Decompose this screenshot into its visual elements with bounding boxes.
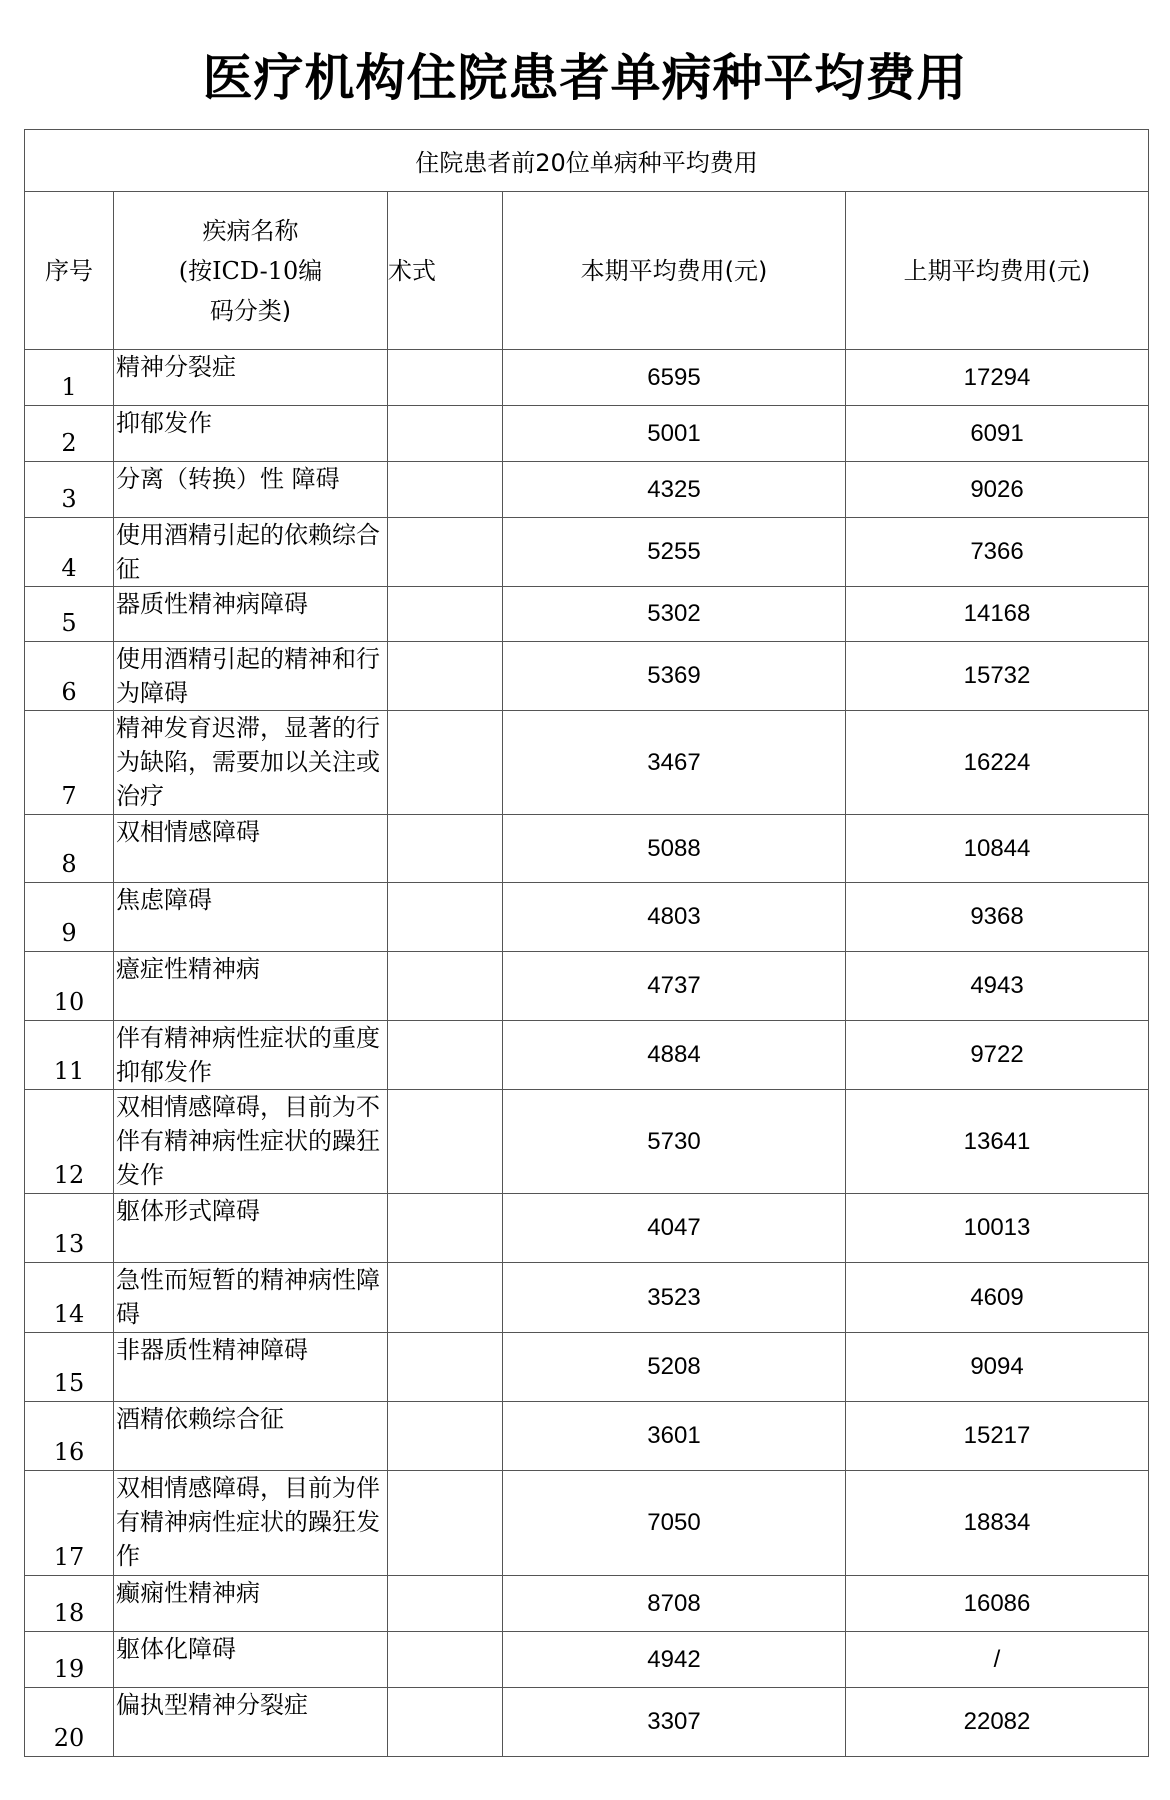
row-disease-name: 使用酒精引起的精神和行为障碍 xyxy=(114,642,388,711)
row-index: 7 xyxy=(25,711,114,815)
row-disease-name: 焦虑障碍 xyxy=(114,883,388,952)
row-disease-name: 分离（转换）性 障碍 xyxy=(114,462,388,518)
row-current-cost: 5088 xyxy=(503,815,846,883)
table-row xyxy=(25,952,1149,1021)
row-current-cost: 4325 xyxy=(503,462,846,518)
row-current-cost: 3523 xyxy=(503,1263,846,1333)
row-current-cost: 3467 xyxy=(503,711,846,815)
row-operation xyxy=(388,711,503,815)
row-previous-cost: 22082 xyxy=(846,1688,1149,1757)
table-row xyxy=(25,1090,1149,1194)
table-row xyxy=(25,1333,1149,1402)
row-disease-name: 酒精依赖综合征 xyxy=(114,1402,388,1471)
row-current-cost: 4803 xyxy=(503,883,846,952)
row-index: 6 xyxy=(25,642,114,711)
row-operation xyxy=(388,1021,503,1090)
row-disease-name: 癫痫性精神病 xyxy=(114,1576,388,1632)
row-current-cost: 4737 xyxy=(503,952,846,1021)
row-index: 12 xyxy=(25,1090,114,1194)
row-index: 3 xyxy=(25,462,114,518)
row-operation xyxy=(388,1471,503,1576)
row-current-cost: 4047 xyxy=(503,1194,846,1263)
row-previous-cost: 15217 xyxy=(846,1402,1149,1471)
row-index: 11 xyxy=(25,1021,114,1090)
table-row xyxy=(25,462,1149,518)
row-current-cost: 5730 xyxy=(503,1090,846,1194)
row-previous-cost: 4609 xyxy=(846,1263,1149,1333)
row-operation xyxy=(388,1632,503,1688)
row-operation xyxy=(388,406,503,462)
table-row xyxy=(25,1471,1149,1576)
row-previous-cost: 9368 xyxy=(846,883,1149,952)
row-operation xyxy=(388,1263,503,1333)
row-previous-cost: 10844 xyxy=(846,815,1149,883)
row-operation xyxy=(388,1333,503,1402)
row-current-cost: 3601 xyxy=(503,1402,846,1471)
row-current-cost: 5001 xyxy=(503,406,846,462)
row-disease-name: 双相情感障碍，目前为不伴有精神病性症状的躁狂发作 xyxy=(114,1090,388,1194)
row-previous-cost: 17294 xyxy=(846,350,1149,406)
row-disease-name: 精神发育迟滞，显著的行为缺陷，需要加以关注或治疗 xyxy=(114,711,388,815)
table-row xyxy=(25,587,1149,642)
header-operation: 术式 xyxy=(388,192,503,350)
header-previous-cost: 上期平均费用(元) xyxy=(846,192,1149,350)
row-disease-name: 偏执型精神分裂症 xyxy=(114,1688,388,1757)
row-index: 19 xyxy=(25,1632,114,1688)
header-disease-name xyxy=(114,192,388,350)
table-caption-row xyxy=(25,130,1149,192)
row-index: 18 xyxy=(25,1576,114,1632)
row-previous-cost: 18834 xyxy=(846,1471,1149,1576)
row-previous-cost: / xyxy=(846,1632,1149,1688)
row-disease-name: 躯体形式障碍 xyxy=(114,1194,388,1263)
row-disease-name: 非器质性精神障碍 xyxy=(114,1333,388,1402)
table-header-row xyxy=(25,192,1149,350)
header-disease-line2: (按ICD-10编 xyxy=(178,256,323,285)
row-operation xyxy=(388,815,503,883)
row-index: 20 xyxy=(25,1688,114,1757)
row-disease-name: 器质性精神病障碍 xyxy=(114,587,388,642)
header-disease-line3: 码分类) xyxy=(209,296,292,325)
row-index: 10 xyxy=(25,952,114,1021)
row-current-cost: 4942 xyxy=(503,1632,846,1688)
row-operation xyxy=(388,1090,503,1194)
row-previous-cost: 16086 xyxy=(846,1576,1149,1632)
row-disease-name: 双相情感障碍，目前为伴有精神病性症状的躁狂发作 xyxy=(114,1471,388,1576)
row-current-cost: 7050 xyxy=(503,1471,846,1576)
cost-table xyxy=(24,129,1149,1757)
row-operation xyxy=(388,1576,503,1632)
row-disease-name: 精神分裂症 xyxy=(114,350,388,406)
row-current-cost: 5255 xyxy=(503,518,846,587)
row-disease-name: 躯体化障碍 xyxy=(114,1632,388,1688)
table-row xyxy=(25,1021,1149,1090)
row-index: 8 xyxy=(25,815,114,883)
row-disease-name: 伴有精神病性症状的重度抑郁发作 xyxy=(114,1021,388,1090)
table-row xyxy=(25,1688,1149,1757)
row-previous-cost: 4943 xyxy=(846,952,1149,1021)
row-disease-name: 双相情感障碍 xyxy=(114,815,388,883)
row-index: 4 xyxy=(25,518,114,587)
table-row xyxy=(25,711,1149,815)
row-disease-name: 抑郁发作 xyxy=(114,406,388,462)
row-previous-cost: 14168 xyxy=(846,587,1149,642)
row-previous-cost: 9722 xyxy=(846,1021,1149,1090)
row-operation xyxy=(388,462,503,518)
row-index: 15 xyxy=(25,1333,114,1402)
row-previous-cost: 6091 xyxy=(846,406,1149,462)
row-previous-cost: 7366 xyxy=(846,518,1149,587)
header-index: 序号 xyxy=(25,192,114,350)
header-disease-line1: 疾病名称 xyxy=(202,216,299,245)
row-current-cost: 6595 xyxy=(503,350,846,406)
table-row xyxy=(25,350,1149,406)
table-row xyxy=(25,1576,1149,1632)
row-operation xyxy=(388,883,503,952)
row-current-cost: 5208 xyxy=(503,1333,846,1402)
table-row xyxy=(25,1194,1149,1263)
row-index: 17 xyxy=(25,1471,114,1576)
row-operation xyxy=(388,518,503,587)
row-operation xyxy=(388,1688,503,1757)
row-previous-cost: 9026 xyxy=(846,462,1149,518)
table-row xyxy=(25,1402,1149,1471)
row-operation xyxy=(388,952,503,1021)
table-caption: 住院患者前20位单病种平均费用 xyxy=(25,130,1149,192)
row-index: 13 xyxy=(25,1194,114,1263)
row-index: 2 xyxy=(25,406,114,462)
table-row xyxy=(25,406,1149,462)
row-current-cost: 4884 xyxy=(503,1021,846,1090)
row-disease-name: 急性而短暂的精神病性障碍 xyxy=(114,1263,388,1333)
row-index: 14 xyxy=(25,1263,114,1333)
row-index: 1 xyxy=(25,350,114,406)
row-operation xyxy=(388,1194,503,1263)
table-row xyxy=(25,642,1149,711)
row-operation xyxy=(388,350,503,406)
table-row xyxy=(25,1263,1149,1333)
row-index: 5 xyxy=(25,587,114,642)
row-current-cost: 8708 xyxy=(503,1576,846,1632)
row-operation xyxy=(388,642,503,711)
row-previous-cost: 9094 xyxy=(846,1333,1149,1402)
row-operation xyxy=(388,587,503,642)
row-operation xyxy=(388,1402,503,1471)
row-disease-name: 使用酒精引起的依赖综合征 xyxy=(114,518,388,587)
table-row xyxy=(25,883,1149,952)
table-row xyxy=(25,815,1149,883)
row-current-cost: 5302 xyxy=(503,587,846,642)
table-row xyxy=(25,1632,1149,1688)
row-current-cost: 5369 xyxy=(503,642,846,711)
table-row xyxy=(25,518,1149,587)
page-title: 医疗机构住院患者单病种平均费用 xyxy=(202,49,968,107)
row-disease-name: 癔症性精神病 xyxy=(114,952,388,1021)
row-current-cost: 3307 xyxy=(503,1688,846,1757)
row-previous-cost: 10013 xyxy=(846,1194,1149,1263)
row-previous-cost: 13641 xyxy=(846,1090,1149,1194)
row-previous-cost: 16224 xyxy=(846,711,1149,815)
row-previous-cost: 15732 xyxy=(846,642,1149,711)
row-index: 16 xyxy=(25,1402,114,1471)
row-index: 9 xyxy=(25,883,114,952)
header-current-cost: 本期平均费用(元) xyxy=(503,192,846,350)
